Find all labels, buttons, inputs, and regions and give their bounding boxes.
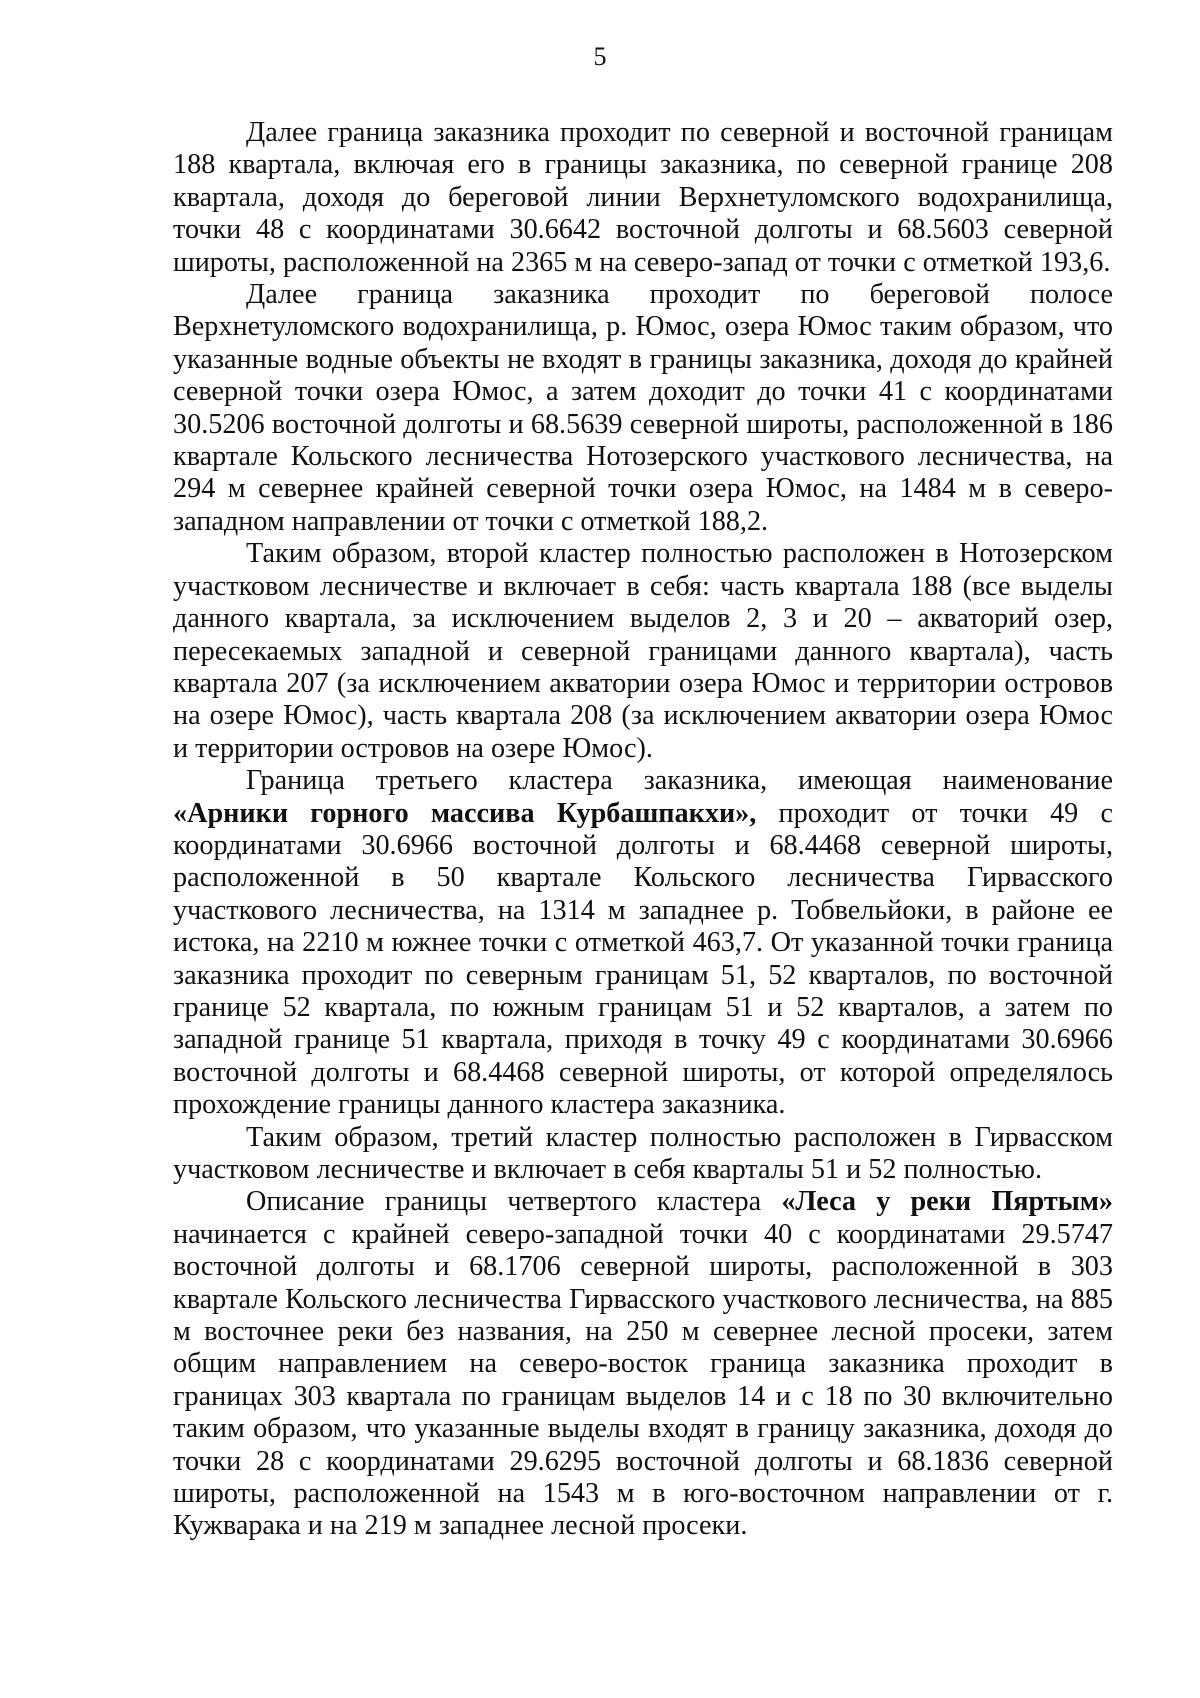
paragraph-5-text: Таким образом, третий кластер полностью расположен в Гирвасском участковом лесничестве и включает в себя кварталы 51 и 52 полностью. xyxy=(173,1121,1113,1185)
paragraph-5 xyxy=(173,1122,1113,1187)
paragraph-1 xyxy=(173,117,1113,279)
paragraph-6-text-end: начинается с крайней северо-западной точки 40 с координатами 29.5747 восточной долготы и 68.1706 северной широты, расположенной в 303 квартале Кольского лесничества Гирвасского участкового лесничества, на 885 м восточнее реки без названия, на 250 м севернее лесной просеки, затем общим направлением на северо-восток граница заказника проходит в границах 303 квартала по границам выделов 14 и с 18 по 30 включительно таким образом, что указанные выделы входят в границу заказника, доходя до точки 28 с координатами 29.6295 восточной долготы и 68.1836 северной широты, расположенной на 1543 м в юго-восточном направлении от г. Кужварака и на 219 м западнее лесной просеки. xyxy=(173,1218,1113,1542)
document-body xyxy=(173,117,1113,1543)
paragraph-1-text: Далее граница заказника проходит по северной и восточной границам 188 квартала, включая его в границы заказника, по северной границе 208 квартала, доходя до береговой линии Верхнетуломского водохранилища, точки 48 с координатами 30.6642 восточной долготы и 68.5603 северной широты, расположенной на 2365 м на северо-запад от точки с отметкой 193,6. xyxy=(173,117,1113,278)
paragraph-6-text-start: Описание границы четвертого кластера xyxy=(246,1186,782,1218)
paragraph-2-text: Далее граница заказника проходит по береговой полосе Верхнетуломского водохранилища, р. Юмос, озера Юмос таким образом, что указанные водные объекты не входят в границы заказника, доходя до крайней северной точки озера Юмос, а затем доходит до точки 41 с координатами 30.5206 восточной долготы и 68.5639 северной широты, расположенной в 186 квартале Кольского лесничества Нотозерского участкового лесничества, на 294 м севернее крайней северной точки озера Юмос, на 1484 м в северо-западном направлении от точки с отметкой 188,2. xyxy=(173,279,1113,537)
cluster-3-name: «Арники горного массива Курбашпакхи», xyxy=(173,797,757,829)
paragraph-3-text: Таким образом, второй кластер полностью расположен в Нотозерском участковом лесничестве и включает в себя: часть квартала 188 (все выделы данного квартала, за исключением выделов 2, 3 и 20 – акваторий озер, пересекаемых западной и северной границами данного квартала), часть квартала 207 (за исключением акватории озера Юмос и территории островов на озере Юмос), часть квартала 208 (за исключением акватории озера Юмос и территории островов на озере Юмос). xyxy=(173,538,1113,764)
paragraph-3 xyxy=(173,538,1113,765)
paragraph-4-text-start: Граница третьего кластера заказника, имеющая наименование xyxy=(246,765,1113,797)
paragraph-2 xyxy=(173,279,1113,538)
paragraph-4 xyxy=(173,765,1113,1121)
page-number: 5 xyxy=(593,42,607,71)
cluster-4-name: «Леса у реки Пяртым» xyxy=(781,1186,1113,1218)
paragraph-4-text-end: проходит от точки 49 с координатами 30.6966 восточной долготы и 68.4468 северной широты, расположенной в 50 квартале Кольского лесничества Гирвасского участкового лесничества, на 1314 м западнее р. Тобвельйоки, в районе ее истока, на 2210 м южнее точки с отметкой 463,7. От указанной точки граница заказника проходит по северным границам 51, 52 кварталов, по восточной границе 52 квартала, по южным границам 51 и 52 кварталов, а затем по западной границе 51 квартала, приходя в точку 49 с координатами 30.6966 восточной долготы и 68.4468 северной широты, от которой определялось прохождение границы данного кластера заказника. xyxy=(173,797,1113,1121)
paragraph-6 xyxy=(173,1186,1113,1542)
